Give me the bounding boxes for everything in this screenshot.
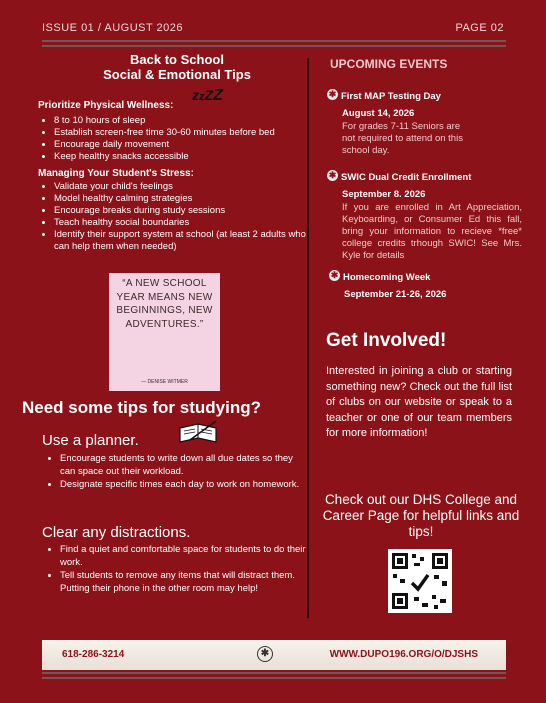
physical-heading: Prioritize Physical Wellness: (38, 100, 174, 111)
qr-code[interactable] (388, 549, 452, 613)
list-item: • Encourage daily movement (54, 139, 306, 151)
website-link[interactable]: WWW.DUPO196.ORG/O/DJSHS (329, 649, 478, 660)
sel-title-line1: Back to School (130, 52, 224, 67)
list-item: • 8 to 10 hours of sleep (54, 115, 306, 127)
physical-section (38, 87, 306, 163)
involved-body: Interested in joining a club or starting something new? Check out the full list of clubs on our website or speak to a teacher or one of our team members for more information! (326, 365, 512, 439)
list-item: • Identify their support system at school (at least 2 adults who can help them when needed) (54, 229, 306, 253)
study-title: Need some tips for studying? (22, 398, 261, 417)
event-item (327, 86, 522, 157)
asterisk-icon: ✱ (330, 270, 339, 281)
sel-title-line2: Social & Emotional Tips (103, 67, 251, 82)
issue-label: ISSUE 01 / AUGUST 2026 (42, 22, 184, 34)
stress-heading: Managing Your Student's Stress: (38, 168, 194, 179)
list-item: • Encourage breaks during study sessions (54, 205, 306, 217)
list-item: • Encourage students to write down all due dates so they can space out their workload. (60, 452, 310, 478)
event-date: September 21-26, 2026 (344, 289, 447, 300)
list-item: • Tell students to remove any items that will distract them. Putting their phone in the other room may help! (60, 569, 310, 595)
qr-code-icon (388, 549, 452, 613)
stress-section (38, 168, 306, 253)
distractions-list (44, 543, 310, 595)
asterisk-icon: ✱ (328, 89, 337, 100)
event-date: August 14, 2026 (342, 108, 415, 119)
quote-text: “A NEW SCHOOL YEAR MEANS NEW BEGINNINGS, NEW ADVENTURES.” (116, 278, 213, 330)
footer-bar (42, 640, 506, 670)
phone-number: 618-286-3214 (62, 649, 125, 660)
stress-list (38, 181, 306, 253)
footer-rule-2 (42, 677, 506, 679)
planner-heading: Use a planner. (42, 432, 139, 449)
event-title: Homecoming Week (343, 272, 431, 283)
quote-card (109, 273, 220, 391)
sleep-zzz-icon: zzZZ (192, 87, 223, 104)
list-item: • Find a quiet and comfortable space for students to do their work. (60, 543, 310, 569)
career-text: Check out our DHS College and Career Page for helpful links and tips! (322, 492, 520, 539)
distractions-heading: Clear any distractions. (42, 524, 191, 541)
sel-title (38, 52, 316, 82)
asterisk-icon: ✱ (257, 646, 273, 662)
asterisk-icon: ✱ (328, 170, 337, 181)
column-divider (307, 58, 309, 618)
physical-list (38, 115, 306, 163)
event-date: September 8. 2026 (342, 189, 426, 200)
planner-list (44, 452, 310, 491)
list-item: • Designate specific times each day to work on homework. (60, 478, 310, 491)
footer-rule (42, 672, 506, 674)
event-title: SWIC Dual Credit Enrollment (341, 172, 472, 183)
list-item: • Keep healthy snacks accessible (54, 151, 306, 163)
list-item: • Validate your child's feelings (54, 181, 306, 193)
list-item: • Establish screen-free time 30-60 minutes before bed (54, 127, 306, 139)
list-item: • Teach healthy social boundaries (54, 217, 306, 229)
header-rule (42, 40, 506, 42)
quote-author: — DENISE WITMER (141, 379, 188, 385)
page-number: PAGE 02 (455, 22, 504, 34)
notebook-pen-icon (176, 420, 220, 446)
event-item (327, 167, 522, 262)
event-body: If you are enrolled in Art Appreciation, Keyboarding, or Consumer Ed this fall, bring your information to recieve *free* college credits trhough SWIC! See Mrs. Kyle for details (342, 202, 522, 261)
involved-title: Get Involved! (326, 330, 447, 351)
list-item: • Model healthy calming strategies (54, 193, 306, 205)
header-rule-2 (42, 45, 506, 47)
event-body: For grades 7-11 Seniors are not required to attend on this school day. (342, 121, 463, 156)
event-title: First MAP Testing Day (341, 91, 441, 102)
events-title: UPCOMING EVENTS (330, 57, 448, 71)
event-item (329, 267, 524, 300)
